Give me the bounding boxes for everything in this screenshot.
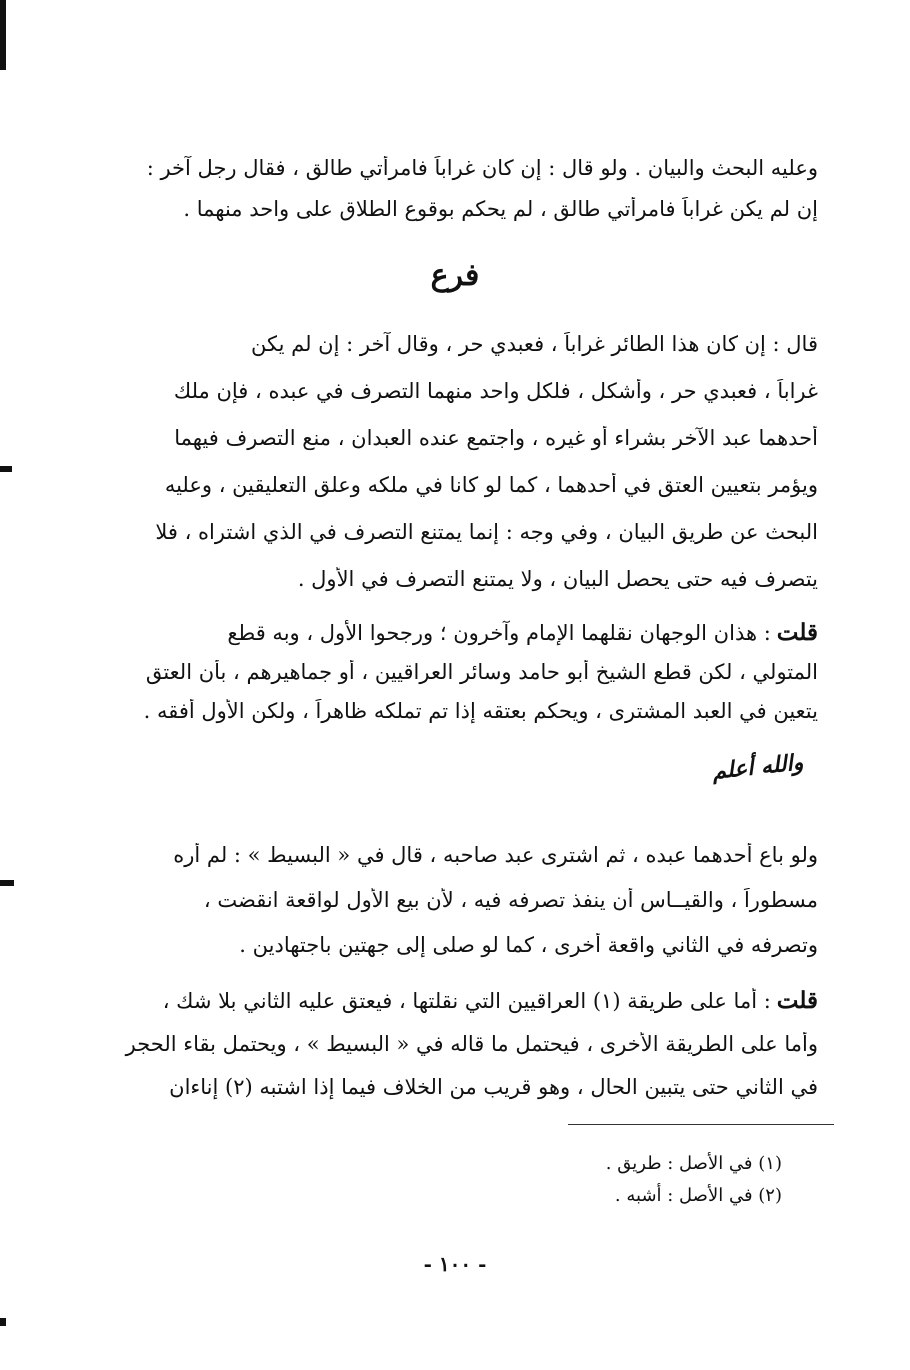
scan-edge-mark bbox=[0, 466, 12, 472]
footnote-divider bbox=[568, 1124, 834, 1125]
text-line: يتعين في العبد المشترى ، ويحكم بعتقه إذا تم تملكه ظاهراً ، ولكن الأول أفقه . bbox=[143, 699, 818, 723]
text-line: قال : إن كان هذا الطائر غراباً ، فعبدي حر ، وقال آخر : إن لم يكن bbox=[251, 332, 818, 356]
line-text: : هذان الوجهان نقلهما الإمام وآخرون ؛ ورجحوا الأول ، وبه قطع bbox=[227, 621, 771, 645]
footnotes bbox=[606, 1148, 782, 1212]
section-heading: فرع bbox=[430, 258, 480, 293]
paragraph-4 bbox=[92, 843, 818, 958]
text-line: وتصرفه في الثاني واقعة أخرى ، كما لو صلى إلى جهتين باجتهادين . bbox=[239, 933, 818, 957]
scan-edge-mark bbox=[0, 1318, 6, 1326]
paragraph-1 bbox=[92, 156, 818, 222]
text-line: مسطوراً ، والقيــاس أن ينفذ تصرفه فيه ، لأن بيع الأول لواقعة انقضت ، bbox=[203, 888, 818, 912]
lead-word: قلت bbox=[776, 988, 818, 1014]
text-line: أحدهما عبد الآخر بشراء أو غيره ، واجتمع عنده العبدان ، منع التصرف فيهما bbox=[174, 426, 818, 450]
text-line: وأما على الطريقة الأخرى ، فيحتمل ما قاله في « البسيط » ، ويحتمل بقاء الحجر bbox=[125, 1032, 818, 1056]
paragraph-3 bbox=[92, 620, 818, 724]
text-line: ولو باع أحدهما عبده ، ثم اشترى عبد صاحبه ، قال في « البسيط » : لم أره bbox=[173, 843, 818, 867]
footnote-1: (١) في الأصل : طريق . bbox=[605, 1153, 782, 1174]
text-line: وعليه البحث والبيان . ولو قال : إن كان غراباً فامرأتي طالق ، فقال رجل آخر : bbox=[146, 156, 818, 180]
text-line bbox=[92, 620, 818, 646]
line-text: : أما على طريقة (١) العراقيين التي نقلتها ، فيعتق عليه الثاني بلا شك ، bbox=[162, 989, 771, 1013]
scan-edge-mark bbox=[0, 880, 14, 886]
text-line: البحث عن طريق البيان ، وفي وجه : إنما يمتنع التصرف في الذي اشتراه ، فلا bbox=[155, 520, 818, 544]
scan-edge-mark bbox=[0, 0, 6, 70]
text-line: يتصرف فيه حتى يحصل البيان ، ولا يمتنع التصرف في الأول . bbox=[297, 567, 818, 591]
text-line: المتولي ، لكن قطع الشيخ أبو حامد وسائر العراقيين ، أو جماهيرهم ، بأن العتق bbox=[145, 660, 818, 684]
text-line: ويؤمر بتعيين العتق في أحدهما ، كما لو كانا في ملكه وعلق التعليقين ، وعليه bbox=[164, 473, 818, 497]
footnote-2: (٢) في الأصل : أشبه . bbox=[614, 1185, 782, 1206]
text-line: إن لم يكن غراباً فامرأتي طالق ، لم يحكم بوقوع الطلاق على واحد منهما . bbox=[183, 197, 818, 221]
page-number: - ١٠٠ - bbox=[423, 1252, 487, 1276]
closing-phrase: والله أعلم bbox=[710, 749, 805, 785]
text-line bbox=[92, 988, 818, 1014]
lead-word: قلت bbox=[776, 620, 818, 646]
paragraph-2 bbox=[92, 332, 818, 592]
text-line: غراباً ، فعبدي حر ، وأشكل ، فلكل واحد منهما التصرف في عبده ، فإن ملك bbox=[173, 379, 818, 403]
text-line: في الثاني حتى يتبين الحال ، وهو قريب من الخلاف فيما إذا اشتبه (٢) إناءان bbox=[169, 1075, 818, 1099]
paragraph-5 bbox=[92, 988, 818, 1100]
